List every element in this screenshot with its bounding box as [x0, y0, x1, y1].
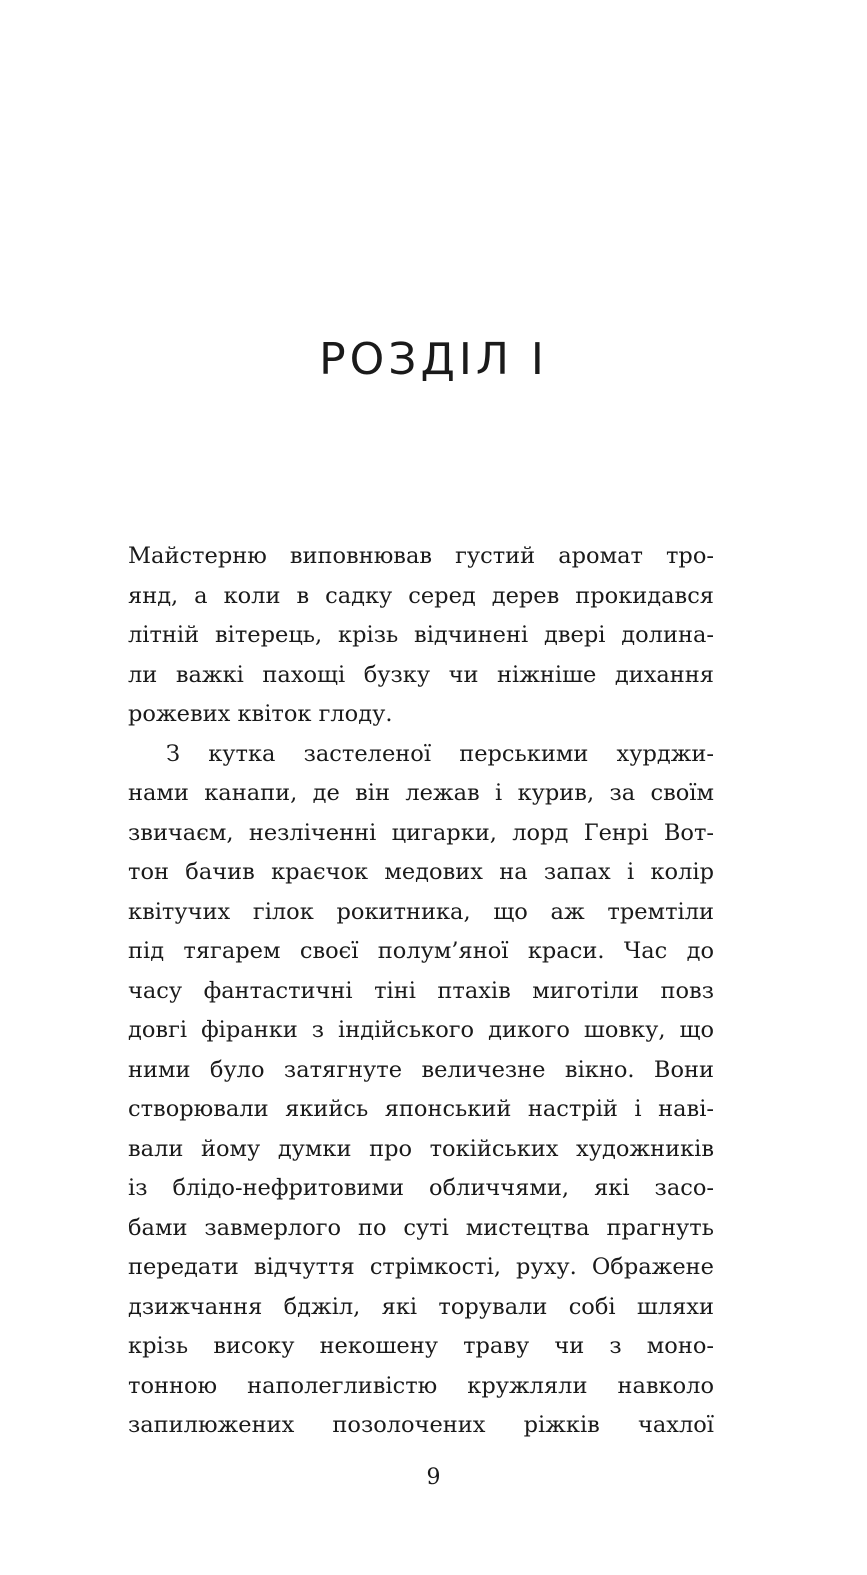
paragraph: [128, 537, 714, 735]
text-line: Майстерню виповнював густий аромат тро-: [128, 543, 714, 569]
text-line: ли важкі пахощі бузку чи ніжніше дихання: [128, 661, 714, 688]
text-line: янд, а коли в садку серед дерев прокидався: [128, 582, 714, 609]
text-line: рожевих квіток глоду.: [128, 701, 393, 727]
paragraph: [128, 735, 714, 1446]
text-line: передати відчуття стрімкості, руху. Ображене: [128, 1254, 714, 1280]
text-line: нами канапи, де він лежав і курив, за своїм: [128, 780, 714, 806]
chapter-title: РОЗДІЛ I: [319, 334, 548, 385]
text-line: часу фантастичні тіні птахів миготіли повз: [128, 977, 714, 1004]
text-line: крізь високу некошену траву чи з моно-: [128, 1333, 714, 1359]
text-line: бами завмерлого по суті мистецтва прагнуть: [128, 1214, 714, 1241]
text-line: звичаєм, незліченні цигарки, лорд Генрі Вот-: [128, 819, 714, 846]
text-line: квітучих гілок рокитника, що аж тремтіли: [128, 898, 714, 925]
text-line: довгі фіранки з індійського дикого шовку, що: [128, 1017, 714, 1043]
text-line: створювали якийсь японський настрій і наві-: [128, 1096, 714, 1122]
text-line: З кутка застеленої перськими хурджи-: [166, 740, 714, 767]
body-text: [128, 537, 714, 1446]
text-line: із блідо-нефритовими обличчями, які засо-: [128, 1175, 714, 1201]
text-line: запилюжених позолочених ріжків чахлої: [128, 1412, 714, 1438]
text-line: ними було затягнуте величезне вікно. Вони: [128, 1056, 714, 1083]
text-line: тонною наполегливістю кружляли навколо: [128, 1372, 714, 1399]
text-line: вали йому думки про токійських художників: [128, 1135, 714, 1162]
text-line: під тягарем своєї полум’яної краси. Час до: [128, 938, 714, 964]
text-line: літній вітерець, крізь відчинені двері долина-: [128, 622, 714, 648]
page-number: 9: [426, 1465, 441, 1490]
text-line: тон бачив краєчок медових на запах і колір: [128, 859, 714, 885]
text-line: дзижчання бджіл, які торували собі шляхи: [128, 1293, 714, 1320]
